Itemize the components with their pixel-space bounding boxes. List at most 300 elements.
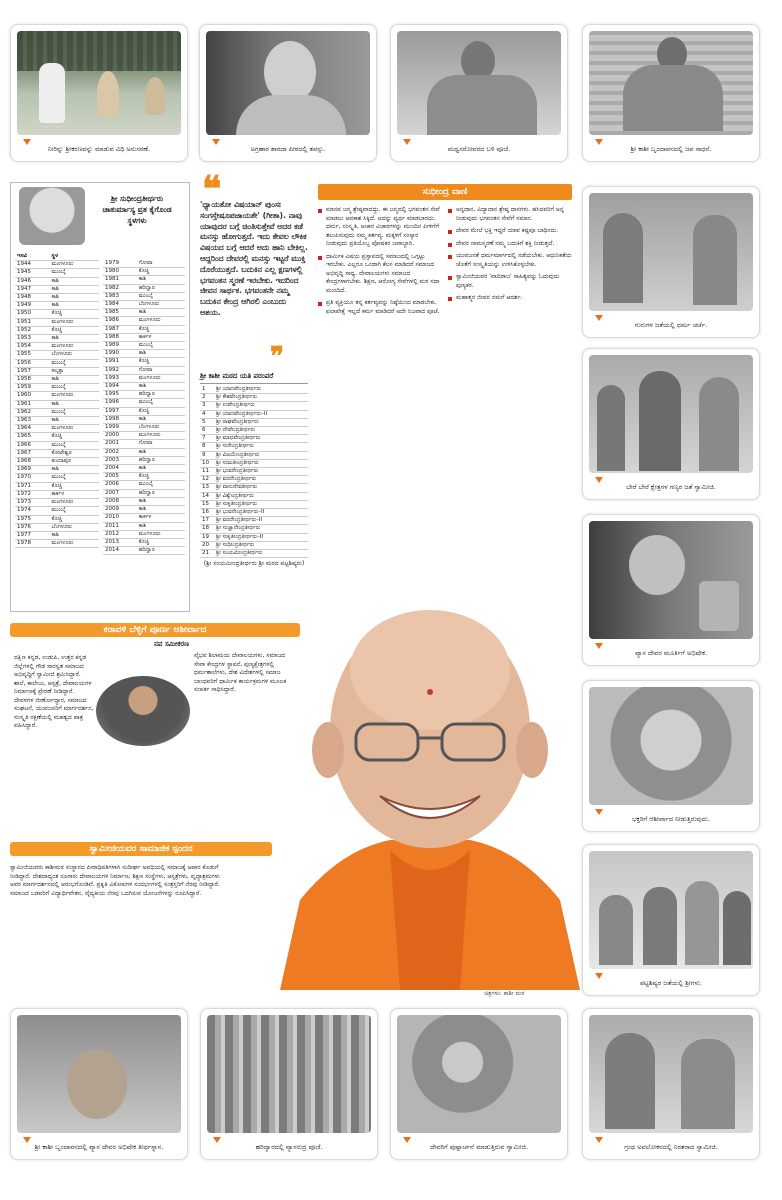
photo-caption: ಶ್ರೀ ಕಾಶೀ ಬೃಂದಾವನದಲ್ಲಿ ಜಪ ಸಾಧನೆ.: [630, 145, 712, 153]
place-cell: ಕಾಶಿ: [50, 466, 99, 474]
year-row: [103, 399, 185, 407]
lineage-name: ಶ್ರೀ ಸಂಯಮೀಂದ್ರತೀರ್ಥರು: [214, 550, 308, 558]
lineage-footnote: (ಶ್ರೀ ಸಂಯಮೀಂದ್ರತೀರ್ಥರು ಶ್ರೀ ಮಠದ ಪಟ್ಟಶಿಷ್ಯರು): [203, 560, 305, 568]
place-cell: ಮಂಗಳೂರು: [50, 392, 99, 400]
lineage-row: [200, 459, 308, 467]
profile-title-line1: ಶ್ರೀ ಸುಧೀಂದ್ರತೀರ್ಥರು: [110, 194, 164, 203]
year-row: [15, 531, 99, 539]
vani-heading: ಸುಧೀಂದ್ರ ವಾಣಿ: [318, 184, 572, 200]
place-cell: ಗೋವಾ: [137, 366, 185, 374]
year-row: [15, 376, 99, 384]
year-row: [103, 424, 185, 432]
place-cell: ಕಾಶಿ: [137, 383, 185, 391]
year-cell: 1992: [103, 366, 137, 374]
place-cell: ಹರಿದ್ವಾರ: [137, 489, 185, 497]
lineage-row: [200, 550, 308, 558]
year-cell: 1960: [15, 392, 50, 400]
year-cell: 1971: [15, 482, 50, 490]
profile-title-line3: ಸ್ಥಳಗಳು: [127, 216, 147, 225]
lineage-name: ಶ್ರೀ ದೇವೇಂದ್ರತೀರ್ಥರು: [214, 427, 308, 435]
vani-paragraph: ಯುವಜನತೆ ಧರ್ಮಮಾರ್ಗದಲ್ಲಿ ನಡೆಯಬೇಕು. ಆಧುನಿಕತೆಯ ಜೊತೆಗೆ ಸಂಸ್ಕೃತಿಯನ್ನು ಉಳಿಸಿಕೊಳ್ಳಬೇಕು.: [448, 252, 572, 269]
year-cell: 2007: [103, 489, 137, 497]
year-cell: 1983: [103, 292, 137, 300]
seva-body: ಸ್ವಾಮೀಜಿಯವರು ಕಾಶೀಮಠ ಸಂಸ್ಥಾನದ ಪೀಠಾಧಿಪತಿಗಳಾಗಿ ಸುದೀರ್ಘ ಅವಧಿಯಲ್ಲಿ ಸಮಾಜಕ್ಕೆ ಅಪಾರ ಕೊಡುಗೆ ನೀಡಿದ್ದಾರೆ. ದೇಶದಾದ್ಯಂತ ನೂರಾರು ದೇವಾಲಯಗಳ ನಿರ್ಮಾಣ, ಶಿಕ್ಷಣ ಸಂಸ್ಥೆಗಳು, ಆಸ್ಪತ್ರೆಗಳು, ವೃದ್ಧಾಶ್ರಮಗಳು ಅವರ ಮಾರ್ಗದರ್ಶನದಲ್ಲಿ ಆರಂಭಗೊಂಡಿವೆ. ಪ್ರಕೃತಿ ವಿಕೋಪಗಳ ಸಂದರ್ಭಗಳಲ್ಲಿ ಸಂತ್ರಸ್ತರಿಗೆ ನೆರವು ನೀಡಿದ್ದಾರೆ. ಸಮಾಜದ ಬಡವರಿಗೆ ವಿದ್ಯಾರ್ಥಿವೇತನ, ವೈದ್ಯಕೀಯ ನೆರವು ಒದಗಿಸುವ ಯೋಜನೆಗಳನ್ನು ರೂಪಿಸಿದ್ದಾರೆ.: [10, 864, 220, 897]
year-row: [15, 441, 99, 449]
bottom-photo-card-3: [390, 1008, 568, 1160]
year-row: [103, 317, 185, 325]
lineage-number: 7: [200, 435, 214, 443]
year-row: [15, 384, 99, 392]
right-photo-card-2: [582, 348, 760, 500]
lineage-number: 10: [200, 459, 214, 467]
lineage-name: ಶ್ರೀ ಮಾಧವೇಂದ್ರತೀರ್ಥರು: [214, 435, 308, 443]
year-row: [15, 351, 99, 359]
place-cell: ಕಾಶಿ: [50, 302, 99, 310]
place-cell: ಹರಿದ್ವಾರ: [137, 284, 185, 292]
lineage-name: ಶ್ರೀ ವರದೇಂದ್ರತೀರ್ಥರು: [214, 476, 308, 484]
place-cell: ಕೊಚ್ಚಿ: [50, 433, 99, 441]
lineage-number: 12: [200, 476, 214, 484]
place-cell: ಕಾಶಿ: [137, 465, 185, 473]
year-cell: 1999: [103, 424, 137, 432]
place-cell: ಕಾಶಿ: [137, 309, 185, 317]
year-row: [15, 523, 99, 531]
place-cell: ಕಾಶಿ: [50, 277, 99, 285]
bottom-photo-card-4: [582, 1008, 760, 1160]
year-cell: 1946: [15, 277, 50, 285]
year-cell: 2012: [103, 530, 137, 538]
year-cell: 2014: [103, 547, 137, 555]
year-row: [15, 466, 99, 474]
place-cell: ಕಾಶಿ: [50, 417, 99, 425]
place-cell: ಕಲ್ಕತ್ತಾ: [50, 367, 99, 375]
lineage-row: [200, 410, 308, 418]
year-cell: 1997: [103, 407, 137, 415]
photo-caption: ಬೇರೆ ಬೇರೆ ಕ್ಷೇತ್ರಗಳ ಗಣ್ಯರ ಜತೆ ಸ್ವಾಮೀಜಿ.: [626, 483, 716, 491]
year-row: [15, 540, 99, 548]
lineage-row: [200, 533, 308, 541]
year-cell: 2002: [103, 448, 137, 456]
year-cell: 1974: [15, 507, 50, 515]
lineage-table: [200, 386, 308, 558]
place-cell: ಮಂಗಳೂರು: [137, 530, 185, 538]
lineage-name: ಶ್ರೀ ಯಾದವೇಂದ್ರತೀರ್ಥರು: [214, 386, 308, 394]
photo-caption: ಪಟ್ಟಶಿಷ್ಯರ ಜತೆಯಲ್ಲಿ ಶ್ರೀಗಳು.: [640, 979, 702, 987]
lineage-name: ಶ್ರೀ ಭುವನೇಂದ್ರತೀರ್ಥರು: [214, 468, 308, 476]
place-cell: ಕಾರ್ಕಳ: [50, 490, 99, 498]
lineage-name: ಶ್ರೀ ಸುಮತೀಂದ್ರತೀರ್ಥರು: [214, 459, 308, 467]
close-quote-icon: ❞: [270, 342, 284, 372]
year-cell: 1954: [15, 343, 50, 351]
year-cell: 1949: [15, 302, 50, 310]
year-row: [103, 530, 185, 538]
year-cell: 1988: [103, 333, 137, 341]
abhisheka-photo: [589, 521, 753, 639]
profile-avatar: [19, 187, 85, 245]
year-cell: 1961: [15, 400, 50, 408]
place-header: ಸ್ಥಳ: [50, 253, 99, 261]
place-cell: ಮುಂಬೈ: [50, 359, 99, 367]
place-cell: ಬೆಂಗಳೂರು: [50, 523, 99, 531]
blessing-photo: [589, 687, 753, 805]
year-cell: 1959: [15, 384, 50, 392]
crowd-puja-photo: [207, 1015, 371, 1133]
lineage-row: [200, 427, 308, 435]
year-row: [15, 507, 99, 515]
lineage-row: [200, 451, 308, 459]
lineage-number: 2: [200, 394, 214, 402]
photo-credit: ಚಿತ್ರಗಳು: ಕಾಶೀ ಮಠ: [484, 990, 525, 997]
place-cell: ಕೊಚ್ಚಿ: [137, 407, 185, 415]
lineage-number: 21: [200, 550, 214, 558]
photo-caption: ಶ್ರೀ ಕಾಶೀ ಬೃಂದಾವನದಲ್ಲಿ ವ್ಯಾಸ ದೇವರ ಅಭಿಷೇಕ ತೀರ್ಥಸ್ನಾನ.: [34, 1143, 164, 1151]
year-row: [15, 326, 99, 334]
profile-title: [89, 193, 185, 226]
place-cell: ಕಾಶಿ: [137, 522, 185, 530]
year-row: [15, 359, 99, 367]
year-cell: 1968: [15, 458, 50, 466]
place-cell: ಮುಂಬೈ: [137, 481, 185, 489]
year-row: [15, 449, 99, 457]
place-cell: ಮುಂಬೈ: [137, 292, 185, 300]
place-cell: ಮಂಗಳೂರು: [50, 343, 99, 351]
top-photo-card-2: [199, 24, 377, 162]
year-row: [103, 391, 185, 399]
lineage-name: ಶ್ರೀ ವಾಸುದೇವತೀರ್ಥರು: [214, 484, 308, 492]
place-cell: ಮುಂಬೈ: [50, 408, 99, 416]
photo-caption: ವ್ಯಾಸ ದೇವರ ಮೂರ್ತಿಗೆ ಅಭಿಷೇಕ.: [634, 649, 708, 657]
year-cell: 1947: [15, 285, 50, 293]
year-row: [15, 261, 99, 269]
place-cell: ಬೆಂಗಳೂರು: [50, 351, 99, 359]
place-cell: ಹರಿದ್ವಾರ: [137, 456, 185, 464]
year-row: [103, 374, 185, 382]
quote-text: 'ಧ್ಯಾಯತೋ ವಿಷಯಾನ್ ಪುಂಸಃ ಸಂಗಸ್ತೇಷೂಪಜಾಯತೇ' (ಗೀತಾ). ನಾವು ಯಾವುದರ ಬಗ್ಗೆ ಚಿಂತಿಸುತ್ತೇವೆ ಅದರ ಕಡೆ ಮನಸ್ಸು ಹೋಗುತ್ತದೆ. ಇದು ಕೇವಲ ಲೌಕಿಕ ವಿಷಯದ ಬಗ್ಗೆ ಆದರೆ ಅದು ಹಾನಿ ಬೇಕಿಲ್ಲ. ಆದ್ದರಿಂದ ದೇವರಲ್ಲಿ ಮನಸ್ಸು ಇಟ್ಟರೆ ಮುಕ್ತಿ ದೊರೆಯುತ್ತದೆ. ಬದುಕಿನ ಎಲ್ಲ ಕ್ಷಣಗಳಲ್ಲಿ ಭಗವಂತನ ಸ್ಮರಣೆ ಇರಬೇಕು. ಇದರಿಂದ ಜೀವನ ಸಾರ್ಥಕ. ಭಗವಂತನೇ ನಮ್ಮ ಬದುಕಿನ ಕೇಂದ್ರ ಆಗಿರಲಿ ಎಂಬುದು ಆಶಯ.: [200, 200, 308, 317]
place-cell: ಕಾಶಿ: [137, 415, 185, 423]
reading-photo: [589, 1015, 753, 1133]
year-row: [15, 343, 99, 351]
year-cell: 1962: [15, 408, 50, 416]
lineage-number: 4: [200, 410, 214, 418]
place-cell: ಕೊಚ್ಚಿ: [50, 326, 99, 334]
lineage-number: 5: [200, 418, 214, 426]
year-row: [103, 358, 185, 366]
lineage-block: [200, 372, 308, 616]
place-cell: ಮುಂಬೈ: [137, 399, 185, 407]
year-row: [103, 465, 185, 473]
lineage-number: 19: [200, 533, 214, 541]
vani-paragraph: ಮಹಾತ್ಮರ ಜೀವನ ನಮಗೆ ಆದರ್ಶ.: [448, 294, 572, 303]
lineage-number: 17: [200, 517, 214, 525]
year-cell: 1948: [15, 294, 50, 302]
year-cell: 1979: [103, 260, 137, 268]
year-row: [15, 294, 99, 302]
year-cell: 2008: [103, 497, 137, 505]
teertha-snana-photo: [17, 1015, 181, 1133]
year-cell: 1982: [103, 284, 137, 292]
year-cell: 2000: [103, 432, 137, 440]
year-cell: 1995: [103, 391, 137, 399]
lineage-number: 20: [200, 541, 214, 549]
japa-photo: [589, 31, 753, 135]
bottom-photo-card-2: [200, 1008, 378, 1160]
year-row: [103, 522, 185, 530]
karavali-sub-heading: ನವ ಸಮೀಕರಣ: [154, 640, 190, 648]
year-cell: 1973: [15, 499, 50, 507]
lineage-row: [200, 492, 308, 500]
year-cell: 2009: [103, 506, 137, 514]
lineage-title: ಶ್ರೀ ಕಾಶೀ ಮಠದ ಯತಿ ಪರಂಪರೆ: [200, 372, 308, 384]
lineage-name: ಶ್ರೀ ವರದೇಂದ್ರತೀರ್ಥರು–II: [214, 517, 308, 525]
open-quote-icon: ❝: [202, 168, 222, 210]
year-row: [103, 547, 185, 555]
photo-caption: ಗ್ರಂಥ ಅವಲೋಕನದಲ್ಲಿ ನಿರತರಾದ ಸ್ವಾಮೀಜಿ.: [624, 1143, 718, 1151]
karavali-sub-body: ವೈಭವ ಶಿಲಾಮಯ ದೇವಾಲಯಗಳು, ಸಮಾಜದ ಸೇವಾ ಕೇಂದ್ರಗಳ ಸ್ಥಾಪನೆ, ಪುಣ್ಯಕ್ಷೇತ್ರಗಳಲ್ಲಿ ಧರ್ಮಶಾಲೆಗಳು, ದೇಶ ವಿದೇಶಗಳಲ್ಲಿ ಸಮಾಜ ಬಾಂಧವರಿಗೆ ಧಾರ್ಮಿಕ ಕಾರ್ಯಕ್ರಮಗಳ ಮೂಲಕ ಸಂಪರ್ಕ ಸಾಧಿಸಿದ್ದಾರೆ.: [194, 652, 287, 693]
photo-caption: ಹರಿದ್ವಾರದಲ್ಲಿ ವ್ಯಾಸರುದ್ರ ಪೂಜೆ.: [255, 1143, 323, 1151]
lineage-number: 11: [200, 468, 214, 476]
top-photo-card-3: [390, 24, 568, 162]
year-row: [15, 515, 99, 523]
year-cell: 2006: [103, 481, 137, 489]
place-cell: ಹರಿದ್ವಾರ: [137, 391, 185, 399]
year-cell: 1969: [15, 466, 50, 474]
year-cell: 1966: [15, 441, 50, 449]
lineage-number: 1: [200, 386, 214, 394]
place-cell: ಕೋಟೇಶ್ವರ: [50, 449, 99, 457]
vani-paragraph: ಧಾರ್ಮಿಕ ವಿಷಯ ಪ್ರಸ್ತಾಪದಲ್ಲಿ ಸಮಾಜದಲ್ಲಿ ಒಗ್ಗಟ್ಟು ಇರಬೇಕು. ಎಲ್ಲರೂ ಒಂದಾಗಿ ಕೆಲಸ ಮಾಡಿದರೆ ಸಮಾಜದ ಅಭಿವೃದ್ಧಿ ಸಾಧ್ಯ. ದೇವಾಲಯಗಳು ಸಮಾಜದ ಕೇಂದ್ರಗಳಾಗಬೇಕು. ಶಿಕ್ಷಣ, ಆರೋಗ್ಯ ಸೇವೆಗಳಲ್ಲಿ ಮಠ ಸದಾ ಮುಂದಿದೆ.: [318, 253, 440, 296]
pushparchane-photo: [397, 1015, 561, 1133]
year-row: [103, 333, 185, 341]
year-cell: 2004: [103, 465, 137, 473]
year-row: [15, 302, 99, 310]
vani-col-2: [448, 206, 572, 552]
discussion-photo: [589, 193, 753, 311]
place-cell: ಮಂಗಳೂರು: [137, 432, 185, 440]
lineage-number: 6: [200, 427, 214, 435]
place-cell: ಕಾಶಿ: [137, 276, 185, 284]
vani-paragraph: ಮಾನವ ಜನ್ಮ ಶ್ರೇಷ್ಠವಾದದ್ದು. ಈ ಜನ್ಮದಲ್ಲಿ ಭಗವಂತನ ಸೇವೆ ಮಾಡಲು ಅವಕಾಶ ಸಿಕ್ಕಿದೆ. ಅದನ್ನು ವ್ಯರ್ಥ ಮಾಡಬಾರದು. ಧರ್ಮ, ಸಂಸ್ಕೃತಿ, ಆಚಾರ ವಿಚಾರಗಳನ್ನು ಮುಂದಿನ ಪೀಳಿಗೆಗೆ ತಲುಪಿಸುವುದು ನಮ್ಮ ಕರ್ತವ್ಯ. ಮಕ್ಕಳಿಗೆ ಸಂಸ್ಕಾರ ನೀಡುವುದು ಪ್ರತಿಯೊಬ್ಬ ಪೋಷಕರ ಜವಾಬ್ದಾರಿ.: [318, 206, 440, 249]
year-cell: 2010: [103, 514, 137, 522]
place-cell: ಕಾಶಿ: [50, 294, 99, 302]
lineage-row: [200, 386, 308, 394]
year-cell: 1990: [103, 350, 137, 358]
year-cell: 1984: [103, 301, 137, 309]
year-row: [15, 367, 99, 375]
disciples-photo: [589, 851, 753, 969]
year-cell: 2001: [103, 440, 137, 448]
vani-paragraph: ದೇವರ ಮೇಲೆ ಭಕ್ತಿ ಇದ್ದರೆ ಯಾವ ಕಷ್ಟವೂ ಬಾಧಿಸದು.: [448, 227, 572, 236]
place-cell: ಕಾಶಿ: [50, 335, 99, 343]
year-row: [15, 392, 99, 400]
photo-caption: ನೀರಿನ್ನು ಶ್ರೀಕರಣವನ್ನು ಮಾಡುವ ವಿಧಿ ಅನುಸರಣೆ.: [47, 145, 151, 153]
year-cell: 1958: [15, 376, 50, 384]
year-cell: 1978: [15, 540, 50, 548]
place-cell: ಮಂಗಳೂರು: [50, 318, 99, 326]
top-photo-card-4: [582, 24, 760, 162]
photo-caption: ಮಧ್ವಸರೋವರದ ಬಳಿ ಪೂಜೆ.: [447, 145, 511, 153]
vani-paragraph: ಸ್ವಾಮೀಜಿಯವರ 'ವಾದಿರಾಜ' ಸಾಹಿತ್ಯವನ್ನು ಓದುವುದು ಪುಣ್ಯಕರ.: [448, 273, 572, 290]
photo-caption: ಭಕ್ತರಿಗೆ ಆಶೀರ್ವಾದ ನೀಡುತ್ತಿರುವುದು.: [632, 815, 710, 823]
lineage-name: ಶ್ರೀ ಸುಕೃತೀಂದ್ರತೀರ್ಥರು–II: [214, 533, 308, 541]
place-cell: ಮಂಗಳೂರು: [50, 540, 99, 548]
place-cell: ಕಾಶಿ: [50, 285, 99, 293]
lineage-row: [200, 418, 308, 426]
place-cell: ಕೊಚ್ಚಿ: [137, 325, 185, 333]
place-cell: ಗೋವಾ: [137, 440, 185, 448]
swamiji-portrait-drawing: [280, 600, 580, 990]
right-photo-card-4: [582, 680, 760, 832]
swamiji-main-portrait: [280, 600, 580, 990]
dignitaries-photo: [589, 355, 753, 473]
lineage-name: ಶ್ರೀ ವಿಶ್ವೇಂದ್ರತೀರ್ಥರು: [214, 492, 308, 500]
year-row: [103, 292, 185, 300]
lineage-number: 9: [200, 451, 214, 459]
vani-paragraph: ಪ್ರತಿ ವ್ಯಕ್ತಿಯೂ ತನ್ನ ಕರ್ತವ್ಯವನ್ನು ನಿಷ್ಠೆಯಿಂದ ಮಾಡಬೇಕು. ಫಲಾಪೇಕ್ಷೆ ಇಲ್ಲದೆ ಕರ್ಮ ಮಾಡಿದರೆ ಅದೇ ನಿಜವಾದ ಪೂಜೆ.: [318, 299, 440, 316]
vani-paragraph: ಅನ್ನದಾನ, ವಿದ್ಯಾದಾನ ಶ್ರೇಷ್ಠ ದಾನಗಳು. ಹಸಿದವರಿಗೆ ಅನ್ನ ನೀಡುವುದು ಭಗವಂತನ ಸೇವೆಗೆ ಸಮಾನ.: [448, 206, 572, 223]
lineage-number: 8: [200, 443, 214, 451]
year-cell: 1955: [15, 351, 50, 359]
place-cell: ಕೊಚ್ಚಿ: [137, 358, 185, 366]
year-row: [15, 318, 99, 326]
place-cell: ಮುಂಬೈ: [50, 474, 99, 482]
photo-caption: ದೇವರಿಗೆ ಪುಷ್ಪಾರ್ಚನೆ ಮಾಡುತ್ತಿರುವ ಸ್ವಾಮೀಜಿ.: [430, 1143, 528, 1151]
lineage-row: [200, 500, 308, 508]
year-row: [15, 417, 99, 425]
year-cell: 1989: [103, 342, 137, 350]
year-cell: 2011: [103, 522, 137, 530]
place-cell: ಕೊಚ್ಚಿ: [137, 268, 185, 276]
year-row: [15, 408, 99, 416]
lineage-row: [200, 525, 308, 533]
seated-swamiji-photo: [397, 31, 561, 135]
years-table-left: [15, 253, 99, 548]
year-row: [103, 276, 185, 284]
photo-caption: ಅಗ್ರಹಾರ ಶಾರದಾ ಪೀಠದಲ್ಲಿ ತಪಸ್ಸು.: [250, 145, 326, 153]
place-cell: ಕಾರ್ಕಳ: [137, 333, 185, 341]
year-cell: 1987: [103, 325, 137, 333]
lineage-row: [200, 394, 308, 402]
year-row: [15, 335, 99, 343]
year-cell: 1964: [15, 425, 50, 433]
year-row: [103, 342, 185, 350]
year-cell: 1944: [15, 261, 50, 269]
year-row: [103, 407, 185, 415]
lineage-name: ಶ್ರೀ ಸುಕೃತೀಂದ್ರತೀರ್ಥರು: [214, 500, 308, 508]
year-row: [103, 268, 185, 276]
year-row: [103, 325, 185, 333]
year-row: [15, 490, 99, 498]
year-row: [15, 458, 99, 466]
years-table-right: [103, 260, 185, 555]
bottom-photo-card-1: [10, 1008, 188, 1160]
lineage-name: ಶ್ರೀ ಉಪೇಂದ್ರತೀರ್ಥರು: [214, 402, 308, 410]
place-cell: ಕಾಶಿ: [50, 376, 99, 384]
year-row: [103, 514, 185, 522]
lineage-row: [200, 435, 308, 443]
year-row: [103, 497, 185, 505]
year-cell: 1963: [15, 417, 50, 425]
year-row: [103, 284, 185, 292]
river-bath-photo: [17, 31, 181, 135]
year-row: [103, 538, 185, 546]
year-cell: 1998: [103, 415, 137, 423]
year-row: [15, 425, 99, 433]
year-row: [103, 260, 185, 268]
year-row: [15, 433, 99, 441]
lineage-row: [200, 484, 308, 492]
lineage-number: 15: [200, 500, 214, 508]
year-row: [103, 506, 185, 514]
place-cell: ಕಾಶಿ: [50, 400, 99, 408]
year-cell: 1965: [15, 433, 50, 441]
lineage-name: ಶ್ರೀ ಸುಧೀಂದ್ರತೀರ್ಥರು: [214, 541, 308, 549]
place-cell: ಕೊಚ್ಚಿ: [50, 515, 99, 523]
year-row: [103, 415, 185, 423]
year-cell: 1952: [15, 326, 50, 334]
lineage-row: [200, 402, 308, 410]
year-cell: 1985: [103, 309, 137, 317]
year-row: [15, 285, 99, 293]
year-cell: 1993: [103, 374, 137, 382]
year-row: [103, 481, 185, 489]
profile-box: [10, 182, 190, 612]
place-cell: ಕಾರ್ಕಳ: [137, 514, 185, 522]
quote-block: [200, 168, 308, 372]
year-cell: 1951: [15, 318, 50, 326]
place-cell: ಕಾಶಿ: [50, 531, 99, 539]
place-cell: ಗೋವಾ: [137, 260, 185, 268]
lineage-name: ಶ್ರೀ ಸುರೇಂದ್ರತೀರ್ಥರು: [214, 443, 308, 451]
year-cell: 2013: [103, 538, 137, 546]
seva-heading: ಸ್ವಾಮೀಜಿಯವರ ಸಾಮಾಜಿಕ ಸ್ಪಂದನ: [10, 842, 272, 856]
place-cell: ಕಾಶಿ: [137, 497, 185, 505]
year-row: [103, 432, 185, 440]
karavali-portrait: [96, 676, 190, 746]
year-row: [103, 489, 185, 497]
place-cell: ಹರಿದ್ವಾರ: [137, 547, 185, 555]
place-cell: ಕೊಚ್ಚಿ: [137, 473, 185, 481]
place-cell: ಮುಂಬೈ: [137, 342, 185, 350]
place-cell: ಕುಂದಾಪುರ: [50, 458, 99, 466]
place-cell: ಮಂಗಳೂರು: [50, 425, 99, 433]
year-row: [15, 474, 99, 482]
year-cell: 2003: [103, 456, 137, 464]
place-cell: ಕಾಶಿ: [137, 506, 185, 514]
lineage-row: [200, 509, 308, 517]
year-row: [15, 400, 99, 408]
year-row: [103, 456, 185, 464]
year-row: [103, 440, 185, 448]
place-cell: ಬೆಂಗಳೂರು: [137, 301, 185, 309]
karavali-body: ದಕ್ಷಿಣ ಕನ್ನಡ, ಉಡುಪಿ, ಉತ್ತರ ಕನ್ನಡ ಜಿಲ್ಲೆಗಳಲ್ಲಿ ಗೌಡ ಸಾರಸ್ವತ ಸಮಾಜದ ಅಭಿವೃದ್ಧಿಗೆ ಸ್ವಾಮೀಜಿ ಶ್ರಮಿಸಿದ್ದಾರೆ. ಶಾಲೆ, ಕಾಲೇಜು, ಆಸ್ಪತ್ರೆ, ದೇವಾಲಯಗಳ ನಿರ್ಮಾಣಕ್ಕೆ ಪ್ರೇರಣೆ ನೀಡಿದ್ದಾರೆ. ದೇವಳಗಳ ಜೀರ್ಣೋದ್ಧಾರ, ಸಮಾಜದ ಸಂಘಟನೆ, ಯುವಜನರಿಗೆ ಮಾರ್ಗದರ್ಶನ, ಸಂಸ್ಕೃತಿ ರಕ್ಷಣೆಯಲ್ಲಿ ಮಹತ್ವದ ಪಾತ್ರ ವಹಿಸಿದ್ದಾರೆ.: [14, 654, 94, 729]
place-cell: ಬೆಂಗಳೂರು: [137, 424, 185, 432]
place-cell: ಕೊಚ್ಚಿ: [50, 482, 99, 490]
place-cell: ಕಾಶಿ: [137, 448, 185, 456]
year-row: [15, 499, 99, 507]
karavali-heading: ಕರಾವಳಿ ಬೆಳ್ಳಿಗೆ ಪೂರ್ಣ ಆಶೀರ್ವಾದ: [10, 623, 300, 637]
year-row: [103, 473, 185, 481]
year-cell: 1981: [103, 276, 137, 284]
lineage-number: 13: [200, 484, 214, 492]
place-cell: ಮುಂಬೈ: [50, 269, 99, 277]
photo-caption: ಗುರುಗಳ ಜತೆಯಲ್ಲಿ ಧರ್ಮ ಚರ್ಚೆ.: [634, 321, 708, 329]
year-cell: 1980: [103, 268, 137, 276]
lineage-row: [200, 468, 308, 476]
year-row: [103, 383, 185, 391]
lineage-number: 16: [200, 509, 214, 517]
year-cell: 1957: [15, 367, 50, 375]
year-cell: 1976: [15, 523, 50, 531]
